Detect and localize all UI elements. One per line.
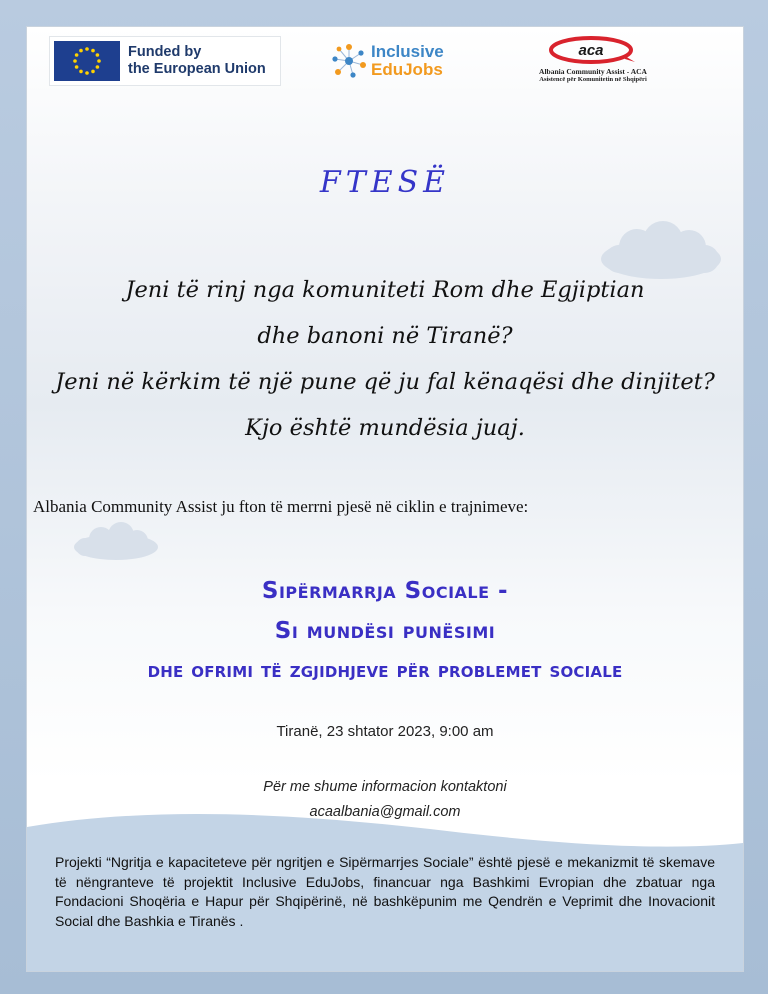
intro-line: Jeni në kërkim të një pune që ju fal kënaqësi dhe dinjitet?	[55, 369, 715, 395]
aca-logo-line1: Albania Community Assist - ACA	[539, 67, 647, 76]
training-title	[27, 571, 743, 691]
invitation-title: FTESË	[319, 165, 451, 200]
training-title-line: dhe ofrimi të zgjidhjeve për problemet sociale	[147, 658, 623, 683]
eu-logo-line2: the European Union	[128, 61, 266, 77]
aca-logo	[523, 35, 663, 87]
intro-line: Kjo është mundësia juaj.	[245, 415, 525, 441]
event-datetime: Tiranë, 23 shtator 2023, 9:00 am	[276, 723, 494, 740]
aca-logo-line2: Asistencë për Komunitetin në Shqipëri	[539, 76, 647, 83]
inclusive-edujobs-logo	[329, 39, 459, 83]
eu-flag-icon	[54, 41, 120, 81]
intro-line: dhe banoni në Tiranë?	[257, 323, 513, 349]
intro-text	[27, 267, 743, 451]
cloud-icon	[71, 521, 161, 563]
edu-logo-line1: Inclusive	[371, 42, 444, 61]
aca-oval-mark	[545, 35, 641, 65]
aca-mark-text: aca	[578, 42, 604, 59]
contact-email[interactable]: acaalbania@gmail.com	[309, 804, 461, 820]
training-title-line: Sipërmarrja Sociale -	[261, 578, 509, 604]
training-title-line: Si mundësi punësimi	[274, 618, 496, 644]
network-dots-icon	[329, 41, 369, 81]
project-footer-text: Projekti “Ngritja e kapaciteteve për ngritjen e Sipërmarrjes Sociale” është pjesë e mekanizmit të skemave të nëngranteve të projektit Inclusive EduJobs, financuar nga Bashkimi Evropian dhe zbatuar nga Fondacioni Shoqëria e Hapur për Shqipërinë, në bashkëpunim me Qendrën e Veprimit dhe Inovacionit Social dhe Bashkia e Tiranës .	[55, 854, 715, 929]
eu-funded-logo	[49, 36, 281, 86]
intro-line: Jeni të rinj nga komuniteti Rom dhe Egjiptian	[125, 277, 645, 303]
invitation-flyer	[26, 26, 744, 972]
contact-label: Për me shume informacion kontaktoni	[263, 779, 507, 795]
invite-text: Albania Community Assist ju fton të merrni pjesë në ciklin e trajnimeve:	[33, 497, 529, 516]
eu-logo-line1: Funded by	[128, 44, 202, 60]
edu-logo-line2: EduJobs	[371, 60, 443, 79]
